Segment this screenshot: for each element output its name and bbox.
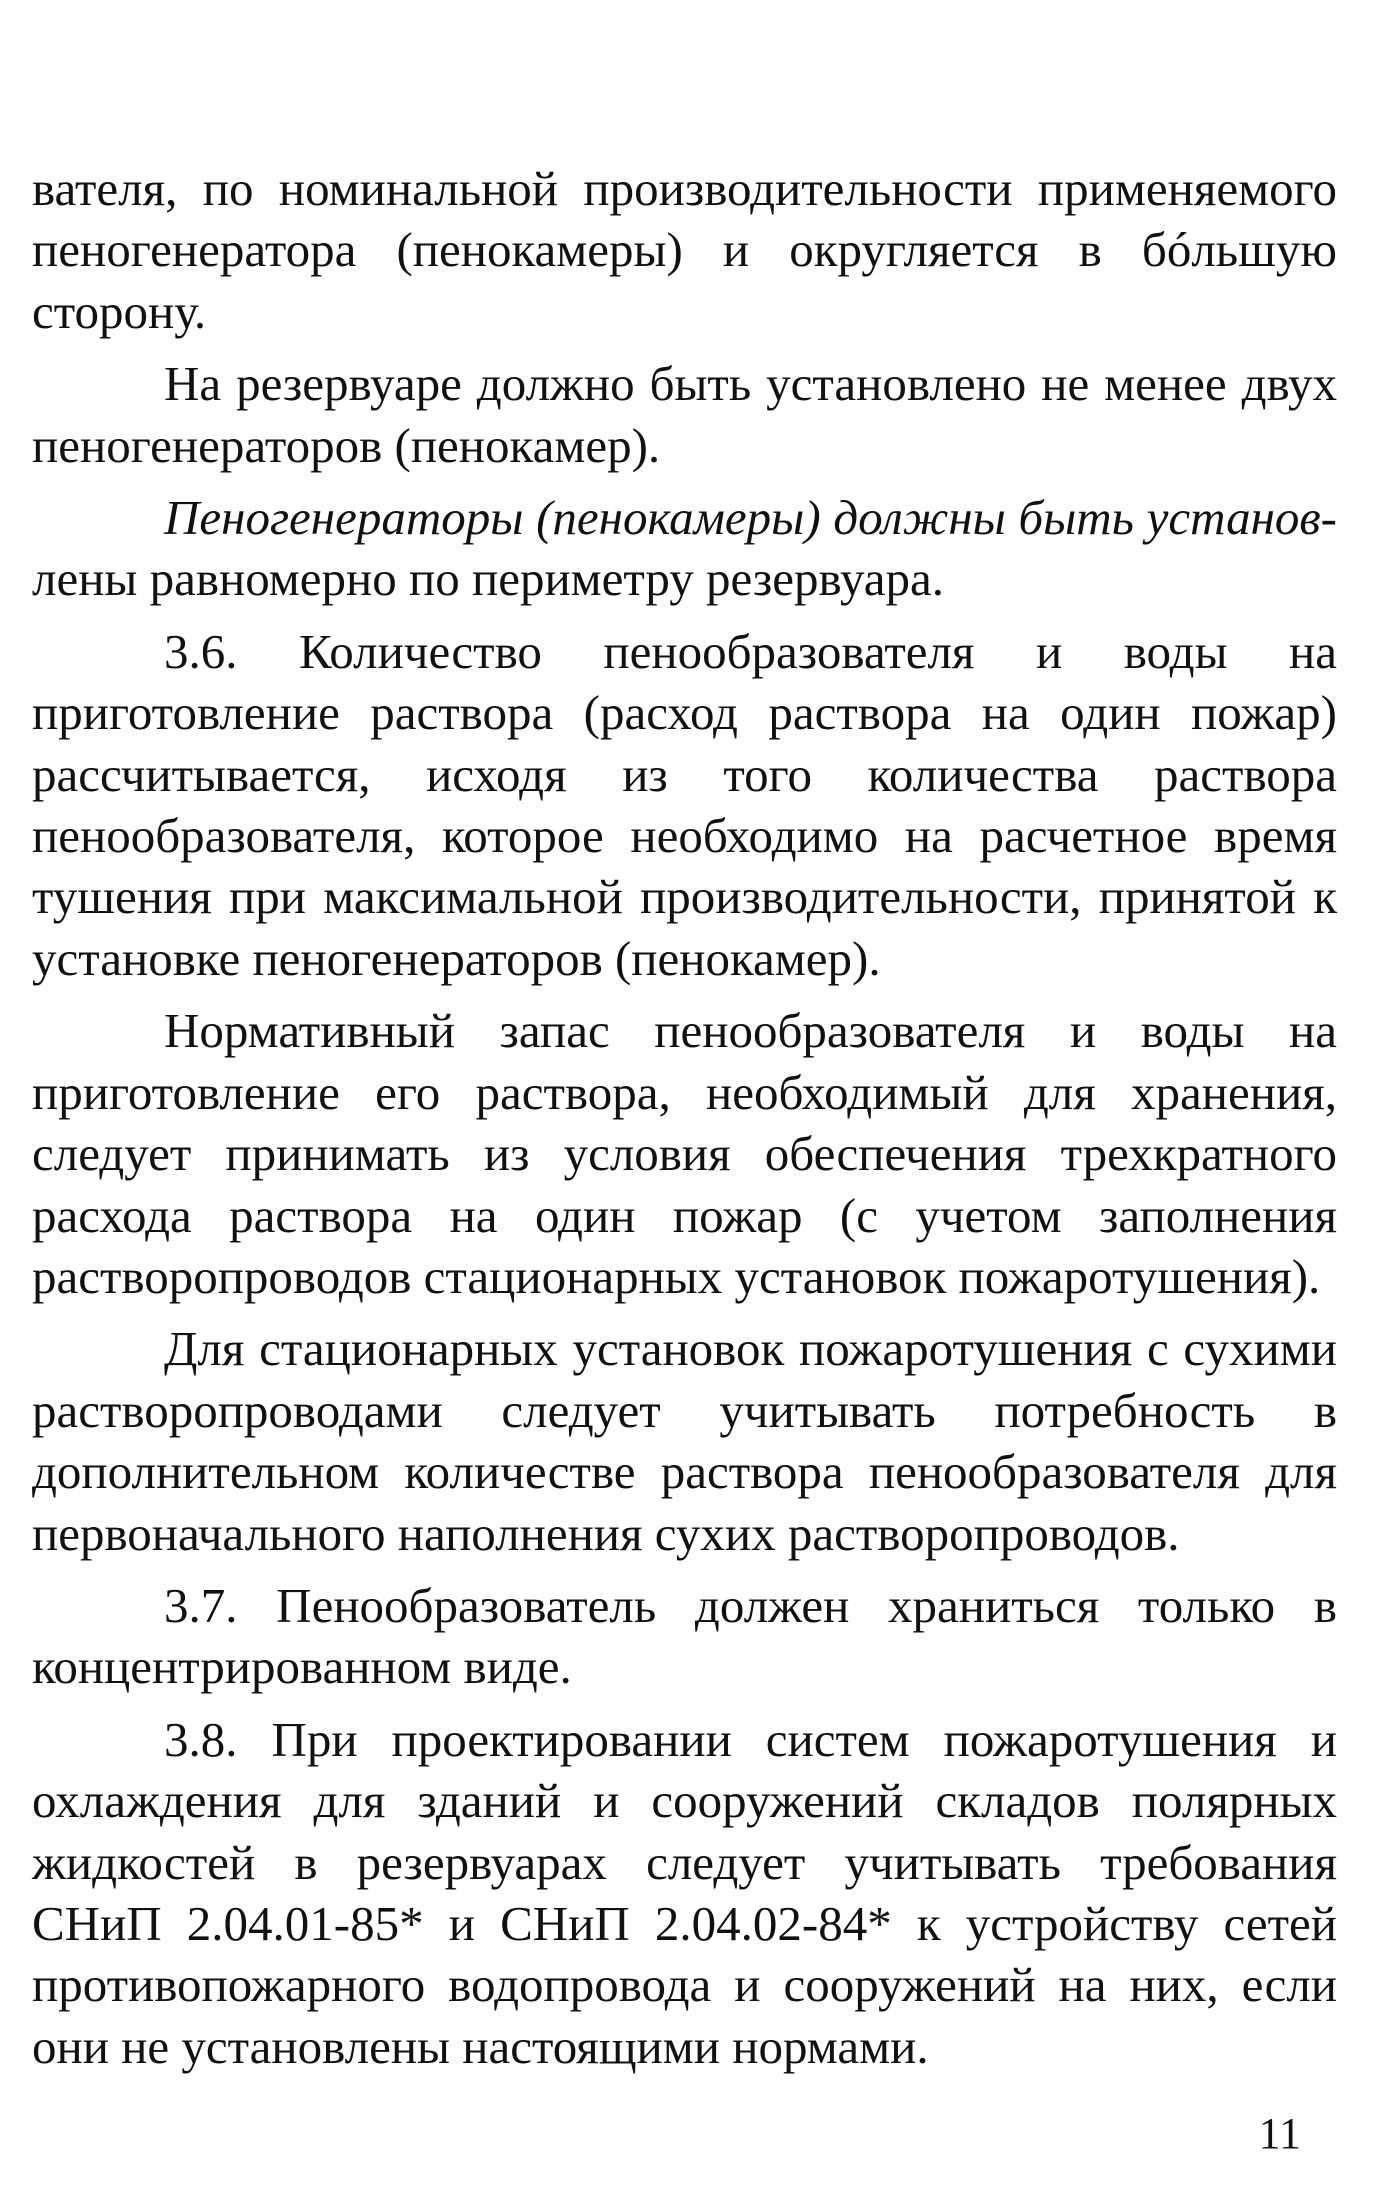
page-number: 11 — [1258, 2109, 1301, 2158]
paragraph-3 — [32, 487, 1337, 610]
paragraph-section-3-7: 3.7. Пенообразователь должен храниться только в концентрированном виде. — [32, 1577, 1337, 1695]
paragraph-dry-pipes: Для стационарных установок пожаротушения с сухими растворопроводами следует учитывать потребность в дополнительном количестве раствора пенообразователя для первоначального наполнения сухих растворопроводов. — [32, 1321, 1337, 1561]
paragraph-3-italic: Пеногенераторы (пенокамеры) должны быть установ- — [164, 490, 1337, 546]
body-text — [32, 158, 1337, 2088]
paragraph-2: На резервуаре должно быть установлено не менее двух пеногенераторов (пенокамер). — [32, 356, 1337, 473]
paragraph-section-3-8: 3.8. При проектировании систем пожаротушения и охлаждения для зданий и сооружений складов полярных жидкостей в резервуарах следует учитывать требования СНиП 2.04.01-85* и СНиП 2.04.02-84* к устройству сетей противопожарного водопровода и сооружений на них, если они не установлены настоящими нормами. — [32, 1711, 1337, 2074]
paragraph-reserve: Нормативный запас пенообразователя и воды на приготовление его раствора, необходимый для хранения, следует принимать из условия обеспечения трехкратного расхода раствора на один пожар (с учетом заполнения растворопроводов стационарных установок пожаротушения). — [32, 1003, 1337, 1304]
paragraph-section-3-6: 3.6. Количество пенообразователя и воды на приготовление раствора (расход раствора на один пожар) рассчитывается, исходя из того количества раствора пенообразователя, которое необходимо на расчетное время тушения при максимальной производительности, принятой к установке пеногенераторов (пенокамер). — [32, 623, 1337, 986]
paragraph-1: вателя, по номинальной производительности применяемого пеногенератора (пенокамеры) и округляется в бóльшую сторону. — [32, 161, 1337, 339]
paragraph-3-regular: лены равномерно по периметру резервуара. — [32, 551, 945, 607]
